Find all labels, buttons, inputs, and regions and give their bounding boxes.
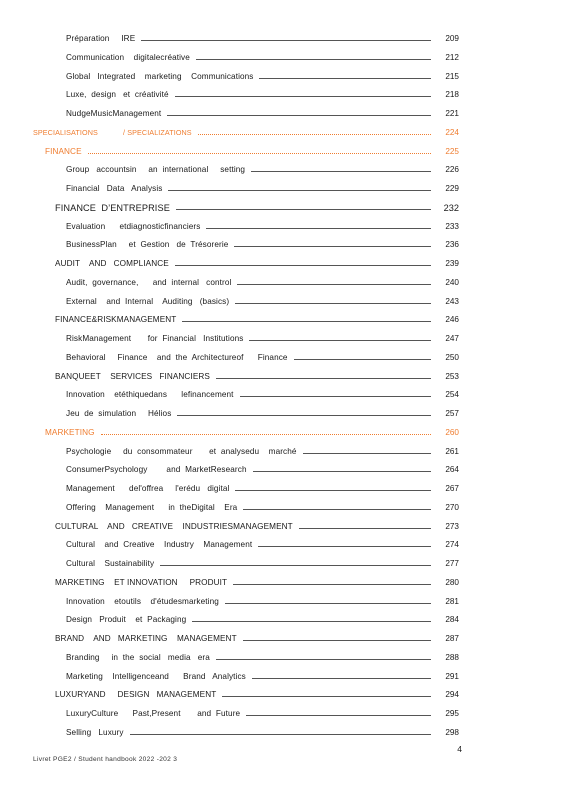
toc-entry[interactable] [0,557,566,571]
toc-entry[interactable] [0,295,566,309]
toc-entry[interactable] [0,51,566,65]
toc-entry-leader [259,78,431,79]
toc-entry-title: BRAND AND MARKETING MANAGEMENT [55,634,237,643]
toc-entry-title: Global Integrated marketing Communications [66,71,254,81]
toc-entry-title: Group accountsin an international setting [66,165,246,175]
toc-entry-leader [88,153,431,154]
toc-entry[interactable] [0,707,566,721]
toc-entry-page: 254 [445,390,459,400]
toc-entry-page: 273 [445,521,459,531]
toc-entry[interactable] [0,182,566,196]
toc-entry-page: 274 [445,540,459,550]
toc-entry-page: 284 [445,615,459,625]
toc-entry-leader [176,209,431,210]
toc-entry[interactable] [0,88,566,102]
toc-entry-title: BusinessPlan et Gestion de Trésorerie [66,240,229,250]
toc-entry-page: 281 [445,596,459,606]
toc-entry[interactable] [0,313,566,327]
toc-entry-title: Design Produit et Packaging [66,615,187,625]
toc-entry-title: LuxuryCulture Past,Present and Future [66,709,241,718]
toc-entry[interactable] [0,482,566,496]
toc-entry-title: SPECIALISATIONS / SPECIALIZATIONS [33,127,192,137]
toc-entry-page: 280 [445,577,459,587]
toc-entry[interactable] [0,201,566,215]
toc-entry-leader [130,734,431,735]
toc-entry-page: 226 [445,165,459,175]
toc-entry[interactable] [0,632,566,646]
toc-entry-page: 260 [445,427,459,437]
toc-entry-title: FINANCE&RISKMANAGEMENT [55,315,177,325]
toc-entry-leader [225,603,431,604]
toc-entry-page: 240 [445,277,459,287]
toc-entry-title: Marketing Intelligenceand Brand Analytics [66,671,246,681]
toc-entry-title: Offering Management in theDigital Era [66,502,238,512]
toc-entry-leader [233,584,431,585]
toc-entry-leader [175,265,431,266]
toc-entry-title: AUDIT AND COMPLIANCE [55,259,169,268]
toc-entry[interactable] [0,501,566,515]
toc-entry-leader [243,509,431,510]
toc-entry-title: Innovation etoutils d'étudesmarketing [66,596,219,606]
toc-entry-page: 264 [445,465,459,475]
toc-entry-leader [216,659,431,660]
toc-entry-leader [101,434,431,435]
toc-entry-title: Communication digitalecréative [66,52,190,62]
toc-entry-page: 229 [445,184,459,193]
toc-entry[interactable] [0,332,566,346]
toc-entry-title: Cultural and Creative Industry Management [66,540,253,550]
toc-entry-page: 270 [445,502,459,512]
toc-entry-page: 247 [445,334,459,343]
toc-entry-title: Luxe, design et créativité [66,90,169,100]
toc-entry-page: 239 [445,259,459,268]
toc-entry-leader [235,490,431,491]
toc-entry[interactable] [0,426,566,440]
toc-entry-leader [160,565,431,566]
toc-entry-title: Cultural Sustainability [66,559,155,568]
toc-entry-page: 236 [445,240,459,250]
toc-entry-page: 253 [445,371,459,381]
toc-entry-leader [253,471,431,472]
toc-entry-title: Branding in the social media era [66,652,210,662]
toc-entry-title: MARKETING ET INNOVATION PRODUIT [55,577,228,587]
toc-entry[interactable] [0,726,566,740]
toc-entry-leader [299,528,431,529]
toc-entry-title: Selling Luxury [66,727,124,737]
toc-entry[interactable] [0,651,566,665]
toc-entry[interactable] [0,445,566,459]
toc-entry[interactable] [0,538,566,552]
toc-entry-title: Behavioral Finance and the Architectureof Finance [66,352,288,362]
toc-entry-leader [252,678,431,679]
toc-entry-page: 232 [443,202,459,213]
toc-entry-leader [167,115,431,116]
toc-entry-page: 221 [445,109,459,118]
toc-entry-leader [251,171,431,172]
toc-entry[interactable] [0,370,566,384]
toc-entry[interactable] [0,670,566,684]
toc-entry[interactable] [0,463,566,477]
toc-entry[interactable] [0,163,566,177]
toc-entry-page: 257 [445,409,459,418]
toc-entry-leader [216,378,431,379]
toc-entry-page: 288 [445,652,459,662]
toc-entry-leader [294,359,431,360]
toc-entry-leader [177,415,431,416]
toc-entry[interactable] [0,276,566,290]
toc-entry[interactable] [0,688,566,702]
toc-entry-leader [198,134,431,135]
toc-entry-page: 215 [445,71,459,81]
toc-entry-leader [243,640,431,641]
toc-entry[interactable] [0,70,566,84]
toc-entry-leader [206,228,431,229]
toc-entry[interactable] [0,576,566,590]
toc-entry[interactable] [0,145,566,159]
toc-entry-page: 209 [445,34,459,43]
toc-entry-title: ConsumerPsychology and MarketResearch [66,465,247,475]
toc-entry-title: CULTURAL AND CREATIVE INDUSTRIESMANAGEMENT [55,521,293,531]
toc-entry-page: 225 [445,146,459,156]
toc-entry-title: RiskManagement for Financial Institutions [66,334,244,343]
toc-entry-page: 291 [445,671,459,681]
toc-entry-title: Financial Data Analysis [66,184,163,193]
toc-entry-title: NudgeMusicManagement [66,109,162,118]
toc-entry-title: Audit, governance, and internal control [66,277,232,287]
toc-entry-page: 298 [445,727,459,737]
toc-entry-title: LUXURYAND DESIGN MANAGEMENT [55,690,217,700]
toc-entry[interactable] [0,351,566,365]
toc-entry-leader [235,303,431,304]
toc-entry[interactable] [0,220,566,234]
toc-entry-page: 212 [445,52,459,62]
toc-entry[interactable] [0,613,566,627]
toc-entry[interactable] [0,407,566,421]
toc-entry-title: FINANCE D’ENTREPRISE [55,202,170,213]
toc-entry[interactable] [0,126,566,140]
toc-entry-leader [240,396,431,397]
toc-entry-page: 218 [445,90,459,100]
toc-entry-title: BANQUEET SERVICES FINANCIERS [55,371,210,381]
toc-entry-leader [182,321,431,322]
toc-entry-page: 267 [445,484,459,493]
toc-entry[interactable] [0,257,566,271]
toc-entry[interactable] [0,388,566,402]
toc-entry-leader [258,546,431,547]
toc-entry-title: Préparation IRE [66,34,136,43]
toc-entry-page: 294 [445,690,459,700]
toc-entry-leader [234,246,431,247]
toc-entry-leader [196,59,431,60]
toc-entry[interactable] [0,520,566,534]
toc-entry-title: Management del'offrea l'erédu digital [66,484,230,493]
toc-entry-page: 246 [445,315,459,325]
toc-entry-leader [168,190,431,191]
page-number: 4 [457,744,462,754]
toc-entry-leader [246,715,431,716]
toc-entry-leader [175,96,431,97]
toc-entry-title: MARKETING [45,427,95,437]
toc-entry-leader [141,40,431,41]
toc-entry-page: 295 [445,709,459,718]
toc-entry-page: 287 [445,634,459,643]
toc-entry-title: External and Internal Auditing (basics) [66,296,230,306]
toc-entry[interactable] [0,238,566,252]
toc-entry-title: Jeu de simulation Hélios [66,409,172,418]
toc-entry-leader [303,453,431,454]
toc-entry-page: 233 [445,221,459,231]
toc-entry-title: FINANCE [45,146,82,156]
toc-entry-page: 250 [445,352,459,362]
footer-text: Livret PGE2 / Student handbook 2022 -202 3 [33,756,178,763]
toc-entry-title: Psychologie du consommateur et analysedu marché [66,446,297,456]
toc-entry-leader [222,696,431,697]
toc-entry-leader [192,621,431,622]
toc-entry-leader [237,284,431,285]
toc-entry[interactable] [0,32,566,46]
toc-entry-page: 261 [445,446,459,456]
toc-entry-page: 224 [445,127,459,137]
toc-entry-page: 277 [445,559,459,568]
toc-entry[interactable] [0,595,566,609]
toc-entry-leader [249,340,431,341]
toc-entry-page: 243 [445,296,459,306]
toc-entry[interactable] [0,107,566,121]
toc-entry-title: Innovation etéthiquedans lefinancement [66,390,234,400]
toc-entry-title: Evaluation etdiagnosticfinanciers [66,221,201,231]
